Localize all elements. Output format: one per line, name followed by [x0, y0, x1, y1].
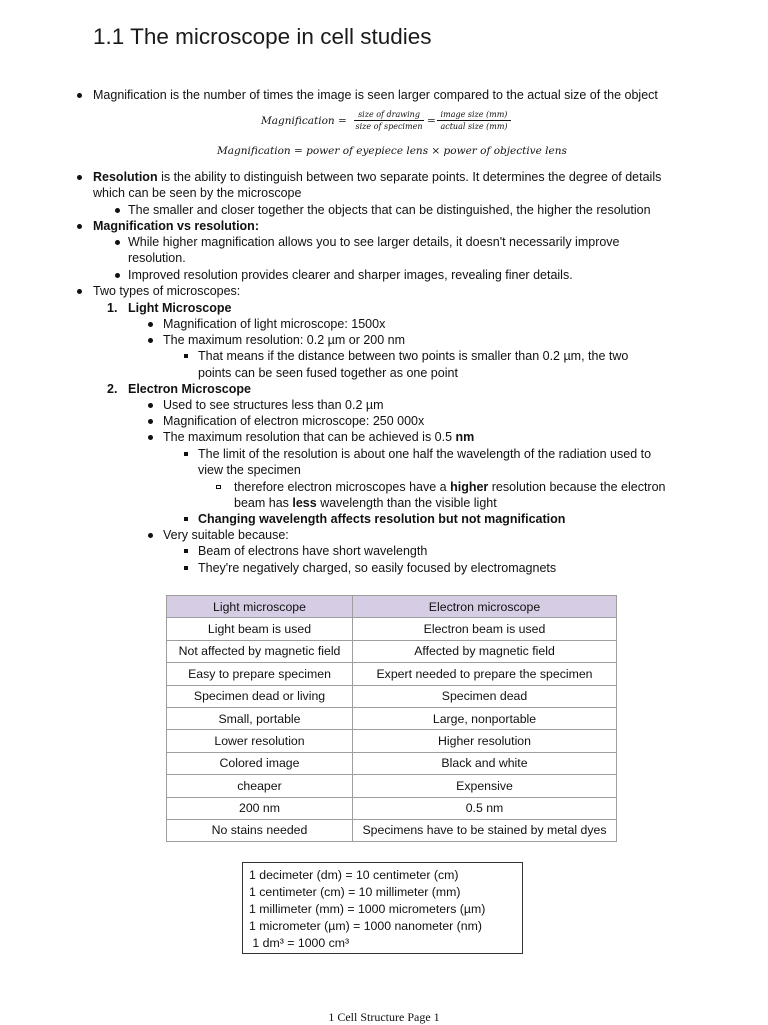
table-cell: Higher resolution: [353, 730, 617, 752]
square-bullet: [184, 549, 188, 553]
unit-conversion-box: [242, 862, 523, 954]
table-cell: Large, nonportable: [353, 707, 617, 729]
table-cell: Small, portable: [167, 707, 353, 729]
table-cell: Affected by magnetic field: [353, 640, 617, 662]
magnification-definition: Magnification is the number of times the image is seen larger compared to the actual size of the object: [93, 88, 658, 102]
table-cell: No stains needed: [167, 819, 353, 841]
bullet-dot: [148, 322, 153, 327]
table-cell: 0.5 nm: [353, 797, 617, 819]
electron-reason1: Beam of electrons have short wavelength: [198, 544, 428, 558]
unit-conversion-line: 1 centimeter (cm) = 10 millimeter (mm): [249, 885, 461, 899]
table-header-row: [167, 596, 617, 618]
electron-changing-wavelength: Changing wavelength affects resolution but not magnification: [198, 512, 566, 526]
electron-reason2: They're negatively charged, so easily focused by electromagnets: [198, 561, 557, 575]
formula-equals: =: [427, 115, 436, 127]
electron-microscope-heading: Electron Microscope: [128, 382, 251, 396]
electron-resolution-unit: nm: [455, 430, 475, 444]
electron-resolution-text: The maximum resolution that can be achieved is 0.5: [163, 430, 456, 444]
table-cell: cheaper: [167, 775, 353, 797]
bullet-dot: [148, 338, 153, 343]
fraction-numerator: size of drawing: [358, 110, 420, 119]
resolution-term: Resolution: [93, 170, 158, 184]
fraction-bar: [437, 120, 511, 121]
electron-limit-line1: The limit of the resolution is about one half the wavelength of the radiation used to: [198, 447, 652, 461]
formula-power: Magnification = power of eyepiece lens × power of objective lens: [217, 145, 567, 157]
table-cell: Lower resolution: [167, 730, 353, 752]
table-cell: Black and white: [353, 752, 617, 774]
table-row: [167, 797, 617, 819]
resolution-subpoint: The smaller and closer together the objects that can be distinguished, the higher the resolution: [128, 203, 651, 217]
unit-conversion-line: 1 dm³ = 1000 cm³: [249, 936, 350, 950]
unit-conversion-line: 1 millimeter (mm) = 1000 micrometers (µm): [249, 902, 486, 916]
resolution-definition-text: is the ability to distinguish between two separate points. It determines the degree of details: [157, 170, 662, 184]
table-cell: Specimen dead or living: [167, 685, 353, 707]
light-magnification: Magnification of light microscope: 1500x: [163, 317, 386, 331]
light-note-line1: That means if the distance between two points is smaller than 0.2 µm, the two: [198, 349, 629, 363]
therefore-higher: higher: [450, 480, 489, 494]
square-bullet: [184, 517, 188, 521]
table-cell: Not affected by magnetic field: [167, 640, 353, 662]
electron-use: Used to see structures less than 0.2 µm: [163, 398, 384, 412]
table-cell: 200 nm: [167, 797, 353, 819]
table-cell: Expert needed to prepare the specimen: [353, 663, 617, 685]
electron-limit-line2: view the specimen: [198, 463, 301, 477]
mag-vs-res-item1-line1: While higher magnification allows you to see larger details, it doesn't necessarily improve: [128, 235, 620, 249]
mag-vs-res-item2: Improved resolution provides clearer and sharper images, revealing finer details.: [128, 268, 573, 282]
table-cell: Specimen dead: [353, 685, 617, 707]
fraction-numerator: image size (mm): [440, 110, 508, 119]
bullet-dot: [148, 533, 153, 538]
table-header-cell: Electron microscope: [353, 596, 617, 618]
mag-vs-res-heading: Magnification vs resolution:: [93, 219, 259, 233]
formula-lhs: Magnification =: [261, 115, 347, 127]
resolution-definition-line1: [93, 169, 661, 185]
bullet-dot: [77, 175, 82, 180]
bullet-dot: [115, 273, 120, 278]
page-footer: 1 Cell Structure Page 1: [328, 1010, 440, 1024]
comparison-table: [166, 595, 617, 842]
fraction-image-actual: [437, 110, 511, 131]
table-cell: Light beam is used: [167, 618, 353, 640]
square-bullet: [184, 452, 188, 456]
electron-resolution: [163, 429, 474, 445]
light-note-line2: points can be seen fused together as one point: [198, 366, 458, 380]
table-cell: Easy to prepare specimen: [167, 663, 353, 685]
table-row: [167, 775, 617, 797]
electron-therefore-line2: [234, 495, 497, 511]
bullet-dot: [148, 419, 153, 424]
table-cell: Specimens have to be stained by metal dyes: [353, 819, 617, 841]
table-row: [167, 730, 617, 752]
page-title: 1.1 The microscope in cell studies: [93, 24, 432, 49]
mag-vs-res-item1-line2: resolution.: [128, 251, 186, 265]
square-bullet: [184, 566, 188, 570]
therefore-less: less: [292, 496, 317, 510]
hollow-square-bullet: [216, 485, 221, 489]
fraction-bar: [354, 120, 424, 121]
bullet-dot: [148, 435, 153, 440]
table-cell: Colored image: [167, 752, 353, 774]
table-row: [167, 685, 617, 707]
therefore-line2-pre: beam has: [234, 496, 293, 510]
table-row: [167, 819, 617, 841]
fraction-denominator: size of specimen: [355, 122, 423, 131]
table-row: [167, 707, 617, 729]
therefore-text-pre: therefore electron microscopes have a: [234, 480, 451, 494]
table-row: [167, 663, 617, 685]
resolution-definition-line2: which can be seen by the microscope: [93, 186, 302, 200]
bullet-dot: [77, 289, 82, 294]
table-row: [167, 618, 617, 640]
square-bullet: [184, 354, 188, 358]
table-cell: Electron beam is used: [353, 618, 617, 640]
therefore-text-post: resolution because the electron: [488, 480, 666, 494]
fraction-denominator: actual size (mm): [440, 122, 508, 131]
table-row: [167, 752, 617, 774]
electron-therefore-line1: [234, 479, 666, 495]
bullet-dot: [115, 208, 120, 213]
fraction-drawing-specimen: [354, 110, 424, 131]
bullet-dot: [148, 403, 153, 408]
list-number: 2.: [107, 382, 118, 396]
bullet-dot: [77, 224, 82, 229]
bullet-dot: [77, 93, 82, 98]
light-resolution: The maximum resolution: 0.2 µm or 200 nm: [163, 333, 406, 347]
table-header-cell: Light microscope: [167, 596, 353, 618]
light-microscope-heading: Light Microscope: [128, 301, 232, 315]
unit-conversion-line: 1 decimeter (dm) = 10 centimeter (cm): [249, 868, 459, 882]
therefore-line2-post: wavelength than the visible light: [316, 496, 497, 510]
table-row: [167, 640, 617, 662]
bullet-dot: [115, 240, 120, 245]
electron-suitable-heading: Very suitable because:: [163, 528, 289, 542]
unit-conversion-line: 1 micrometer (µm) = 1000 nanometer (nm): [249, 919, 482, 933]
list-number: 1.: [107, 301, 118, 315]
table-cell: Expensive: [353, 775, 617, 797]
electron-magnification: Magnification of electron microscope: 250 000x: [163, 414, 425, 428]
types-heading: Two types of microscopes:: [93, 284, 241, 298]
